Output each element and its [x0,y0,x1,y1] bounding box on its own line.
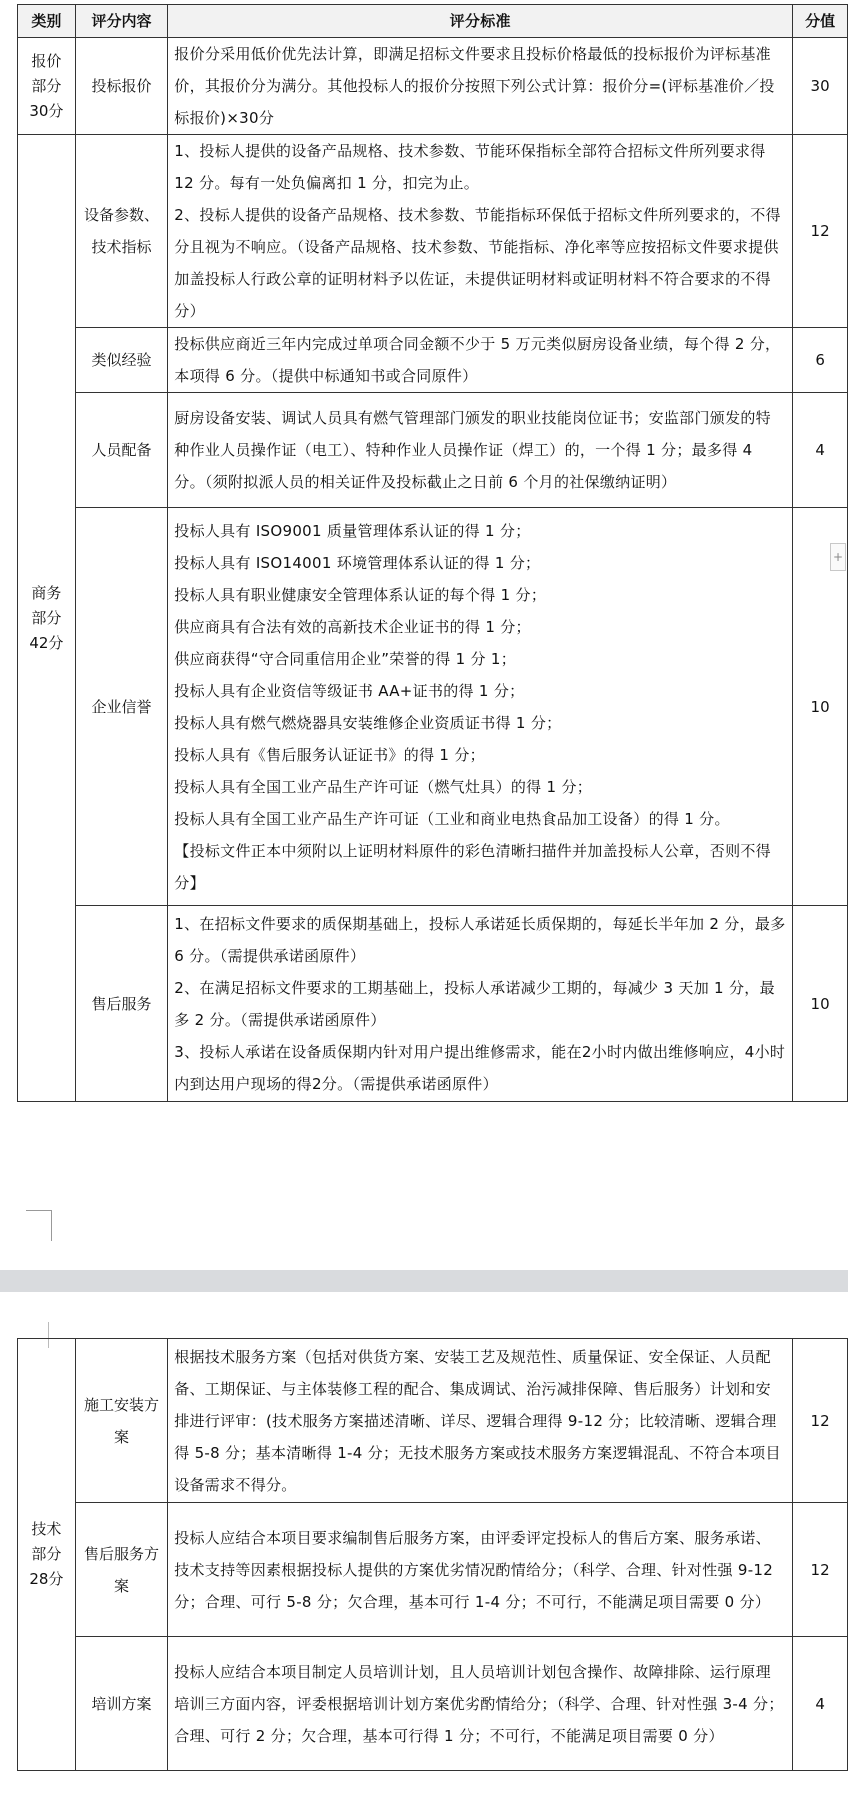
score-cell: 4 [793,393,848,508]
table-row [18,328,848,393]
category-technical: 技术部分28分 [18,1339,76,1771]
standard-line: 厨房设备安装、调试人员具有燃气管理部门颁发的职业技能岗位证书；安监部门颁发的特种作业人员操作证（电工）、特种作业人员操作证（焊工）的，一个得 1 分；最多得 4 分。（须附拟派人员的相关证件及投标截止之日前 6 个月的社保缴纳证明） [174,409,771,491]
standard-line: 【投标文件正本中须附以上证明材料原件的彩色清晰扫描件并加盖投标人公章，否则不得分】 [174,841,771,892]
score-cell: 12 [793,135,848,328]
standard-line: 投标人具有企业资信等级证书 AA+证书的得 1 分； [174,681,525,700]
scoring-table-page1 [17,4,848,1102]
table-row [18,1339,848,1503]
header-item: 评分内容 [75,5,168,38]
standard-line: 投标人应结合本项目要求编制售后服务方案，由评委评定投标人的售后方案、服务承诺、技术支持等因素根据投标人提供的方案优劣情况酌情给分；（科学、合理、针对性强 9-12 分；合理、可行 5-8 分；欠合理，基本可行 1-4 分；不可行，不能满足项目需要 0 分） [174,1528,774,1611]
table-row [18,1637,848,1771]
standard-line: 投标人具有全国工业产品生产许可证（燃气灶具）的得 1 分； [174,777,593,796]
item-cell: 人员配备 [75,393,168,508]
header-standard: 评分标准 [168,5,793,38]
page-separator [0,1270,848,1292]
item-cell: 施工安装方案 [75,1339,167,1503]
standard-line: 投标人具有《售后服务认证证书》的得 1 分； [174,745,485,764]
standard-cell [168,1637,793,1771]
standard-line: 根据技术服务方案（包括对供货方案、安装工艺及规范性、质量保证、安全保证、人员配备、工期保证、与主体装修工程的配合、集成调试、治污减排保障、售后服务）计划和安排进行评审：(技术服务方案描述清晰、详尽、逻辑合理得 9-12 分；比较清晰、逻辑合理得 5-8 分；基本清晰得 1-4 分；无技术服务方案或技术服务方案逻辑混乱、不符合本项目设备需求不得分。 [174,1347,781,1494]
score-cell: 30 [793,38,848,135]
standard-line: 2、在满足招标文件要求的工期基础上，投标人承诺减少工期的，每减少 3 天加 1 分，最多 2 分。（需提供承诺函原件） [174,978,775,1029]
standard-line: 投标人具有全国工业产品生产许可证（工业和商业电热食品加工设备）的得 1 分。 [174,809,730,828]
scoring-table-page2 [17,1338,848,1771]
standard-line: 投标人具有 ISO9001 质量管理体系认证的得 1 分； [174,521,531,540]
expand-tab-icon[interactable]: + [830,543,846,571]
standard-cell [168,38,793,135]
standard-line: 投标人具有职业健康安全管理体系认证的每个得 1 分； [174,585,547,604]
table-row [18,1503,848,1637]
category-business: 商务部分42分 [18,135,76,1102]
standard-line: 3、投标人承诺在设备质保期内针对用户提出维修需求，能在2小时内做出维修响应，4小时内到达用户现场的得2分。（需提供承诺函原件） [174,1042,786,1093]
category-price: 报价部分30分 [18,38,76,135]
table-row [18,906,848,1102]
item-cell: 类似经验 [75,328,168,393]
score-cell: 10 [793,508,848,906]
table-row [18,135,848,328]
standard-line: 1、在招标文件要求的质保期基础上，投标人承诺延长质保期的，每延长半年加 2 分，最多 6 分。（需提供承诺函原件） [174,914,786,965]
header-score: 分值 [793,5,848,38]
table-row [18,393,848,508]
standard-line: 投标人应结合本项目制定人员培训计划，且人员培训计划包含操作、故障排除、运行原理培训三方面内容，评委根据培训计划方案优劣酌情给分；（科学、合理、针对性强 3-4 分；合理、可行 2 分；欠合理，基本可行得 1 分；不可行，不能满足项目需要 0 分） [174,1662,784,1745]
standard-line: 供应商具有合法有效的高新技术企业证书的得 1 分； [174,617,531,636]
standard-cell [168,508,793,906]
standard-line: 供应商获得“守合同重信用企业”荣誉的得 1 分 1； [174,649,517,668]
table-header-row [18,5,848,38]
page-corner-mark [26,1210,52,1241]
standard-line: 2、投标人提供的设备产品规格、技术参数、节能指标环保低于招标文件所列要求的，不得分且视为不响应。（设备产品规格、技术参数、节能指标、净化率等应按招标文件要求提供加盖投标人行政公章的证明材料予以佐证，未提供证明材料或证明材料不符合要求的不得分） [174,206,781,320]
standard-cell [168,135,793,328]
item-cell: 售后服务 [75,906,168,1102]
item-cell: 设备参数、技术指标 [75,135,168,328]
item-cell: 培训方案 [75,1637,167,1771]
standard-line: 投标人具有 ISO14001 环境管理体系认证的得 1 分； [174,553,541,572]
score-cell: 12 [793,1339,848,1503]
score-cell: 10 [793,906,848,1102]
standard-cell [168,1503,793,1637]
standard-cell [168,393,793,508]
score-cell: 4 [793,1637,848,1771]
item-cell: 售后服务方案 [75,1503,167,1637]
standard-line: 投标人具有燃气燃烧器具安装维修企业资质证书得 1 分； [174,713,562,732]
standard-line: 投标供应商近三年内完成过单项合同金额不少于 5 万元类似厨房设备业绩，每个得 2 分，本项得 6 分。（提供中标通知书或合同原件） [174,335,781,385]
table-row [18,38,848,135]
standard-cell [168,328,793,393]
table-row [18,508,848,906]
standard-cell [168,1339,793,1503]
standard-cell [168,906,793,1102]
item-cell: 投标报价 [75,38,168,135]
score-cell: 6 [793,328,848,393]
standard-line: 报价分采用低价优先法计算，即满足招标文件要求且投标价格最低的投标报价为评标基准价，其报价分为满分。其他投标人的报价分按照下列公式计算：报价分=(评标基准价／投标报价)×30分 [174,45,775,127]
score-cell: 12 [793,1503,848,1637]
standard-line: 1、投标人提供的设备产品规格、技术参数、节能环保指标全部符合招标文件所列要求得 12 分。每有一处负偏离扣 1 分，扣完为止。 [174,142,766,192]
item-cell: 企业信誉 [75,508,168,906]
header-category: 类别 [18,5,76,38]
